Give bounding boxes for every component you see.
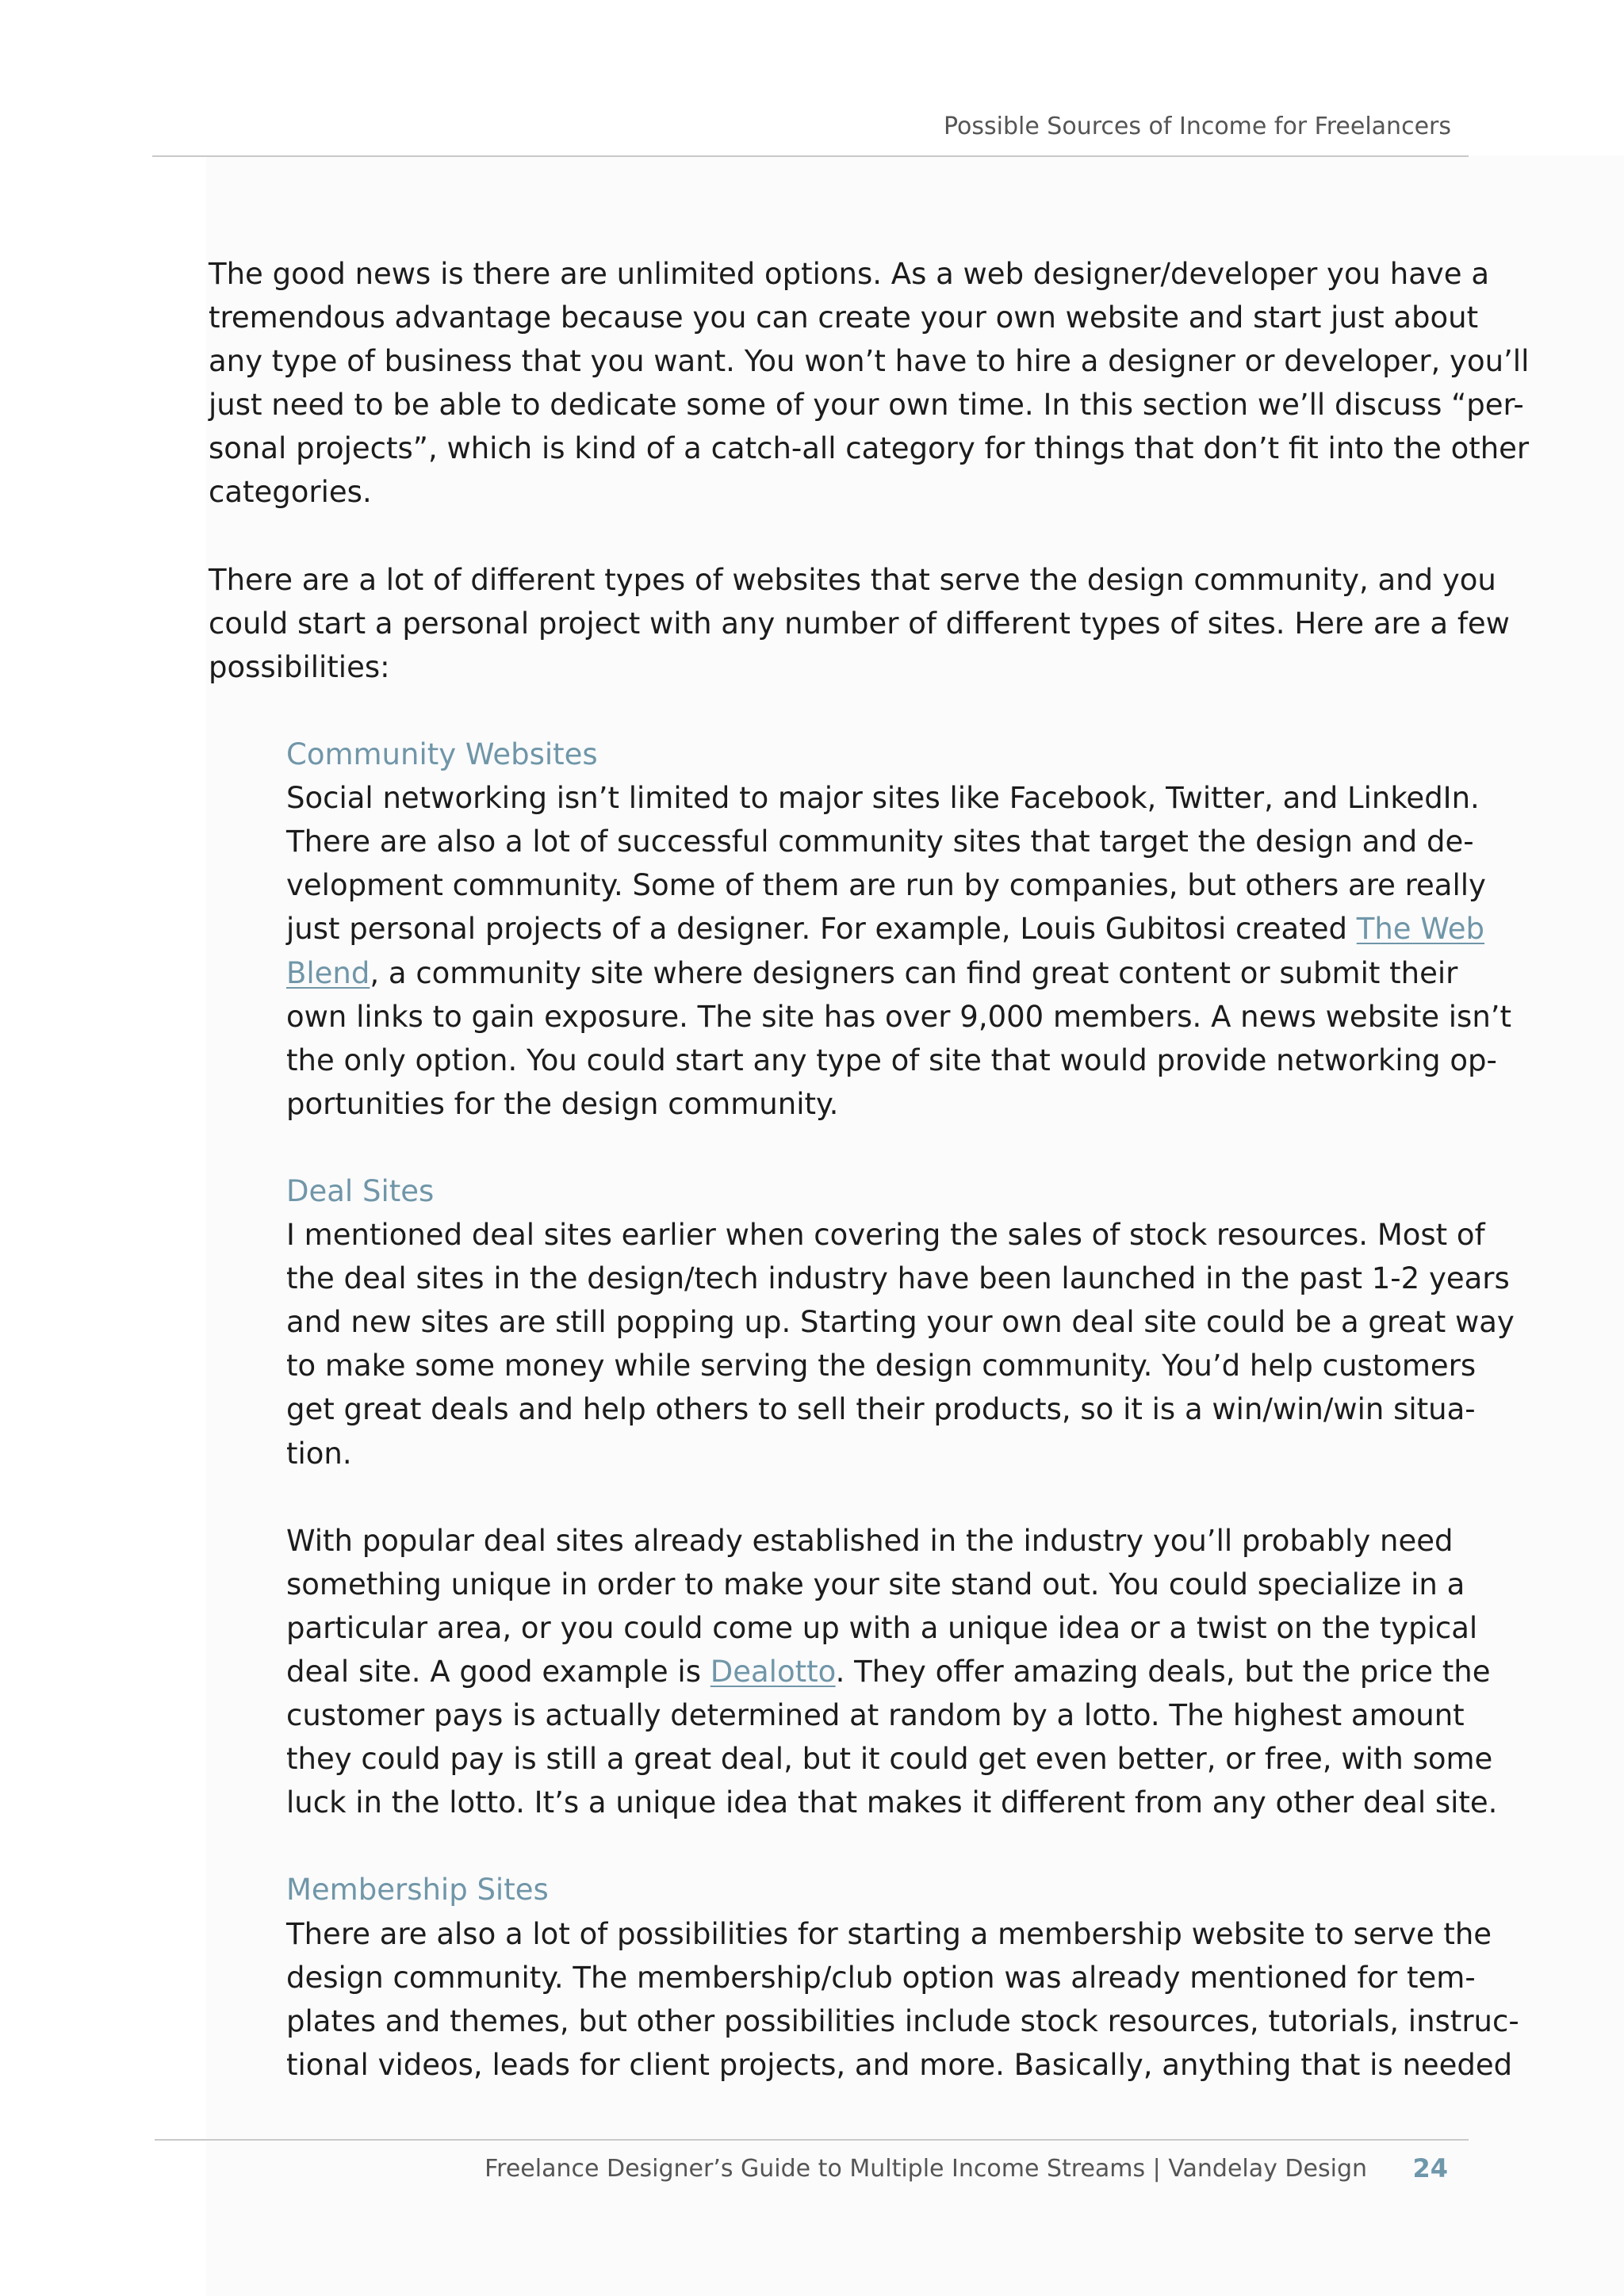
text-line: luck in the lotto. It’s a unique idea that makes it different from any other deal site. [286,1785,1498,1820]
running-footer [155,2139,1469,2188]
text-line: design community. The membership/club option was already mentioned for tem- [286,1960,1476,1995]
text-line: tion. [286,1436,352,1471]
section-heading: Deal Sites [286,1173,435,1208]
text-line: something unique in order to make your site stand out. You could specialize in a [286,1567,1465,1601]
text-line: tremendous advantage because you can create your own website and start just about [209,300,1479,335]
the-web-blend-link[interactable]: The Web [1356,912,1484,947]
text-line: particular area, or you could come up with a unique idea or a twist on the typical [286,1610,1478,1645]
section-deal-sites [286,1169,1515,1475]
text-line: With popular deal sites already established in the industry you’ll probably need [286,1523,1454,1558]
text-line [286,907,1484,951]
text-span: just personal projects of a designer. For example, Louis Gubitosi created [286,912,1357,947]
text-line: plates and themes, but other possibilities include stock resources, tutorials, instruc- [286,2003,1519,2038]
page-number: 24 [1412,2153,1448,2183]
text-line: any type of business that you want. You won’t have to hire a designer or developer, you’ll [209,344,1530,379]
text-line: to make some money while serving the design community. You’d help customers [286,1349,1477,1383]
text-line: There are a lot of different types of websites that serve the design community, and you [209,562,1496,597]
text-line: they could pay is still a great deal, but it could get even better, or free, with some [286,1742,1493,1777]
intro-paragraph-2 [209,558,1510,689]
text-line: could start a personal project with any number of different types of sites. Here are a few [209,606,1510,641]
footer-book-title: Freelance Designer’s Guide to Multiple Income Streams | Vandelay Design [485,2155,1367,2183]
text-line [286,951,1458,995]
dealotto-link[interactable]: Dealotto [710,1655,836,1689]
text-line: portunities for the design community. [286,1086,839,1121]
text-line: sonal projects”, which is kind of a catch-all category for things that don’t fit into the other [209,431,1530,466]
text-span: deal site. A good example is [286,1655,710,1689]
section-heading: Membership Sites [286,1873,549,1908]
text-line: own links to gain exposure. The site has over 9,000 members. A news website isn’t [286,999,1512,1034]
text-line: get great deals and help others to sell their products, so it is a win/win/win situa- [286,1392,1476,1427]
text-span: . They offer amazing deals, but the price the [835,1655,1491,1689]
text-line [286,1650,1491,1693]
section-membership-sites [286,1868,1519,2086]
text-line: I mentioned deal sites earlier when covering the sales of stock resources. Most of [286,1218,1485,1253]
running-header-title: Possible Sources of Income for Freelancers [943,113,1451,140]
text-line: and new sites are still popping up. Starting your own deal site could be a great way [286,1305,1515,1340]
text-line: There are also a lot of possibilities for starting a membership website to serve the [286,1916,1492,1951]
the-web-blend-link-continued[interactable]: Blend [286,955,370,990]
text-line: Social networking isn’t limited to major sites like Facebook, Twitter, and LinkedIn. [286,781,1480,816]
text-line: There are also a lot of successful community sites that target the design and de- [286,825,1474,859]
text-span: , a community site where designers can find great content or submit their [370,955,1458,990]
text-line: tional videos, leads for client projects, and more. Basically, anything that is needed [286,2047,1513,2082]
text-line: customer pays is actually determined at random by a lotto. The highest amount [286,1698,1465,1733]
page-content [209,252,1530,2130]
running-header [152,109,1469,157]
text-line: just need to be able to dedicate some of your own time. In this section we’ll discuss “per- [209,388,1524,423]
text-line: The good news is there are unlimited options. As a web designer/developer you have a [209,257,1490,291]
text-line: the only option. You could start any type of site that would provide networking op- [286,1043,1497,1077]
section-community-websites [286,733,1512,1126]
text-line: velopment community. Some of them are run by companies, but others are really [286,868,1486,903]
text-line: categories. [209,475,372,510]
text-line: the deal sites in the design/tech industry have been launched in the past 1-2 years [286,1261,1510,1296]
deal-sites-paragraph-2 [286,1519,1498,1825]
text-line: possibilities: [209,649,390,684]
section-heading: Community Websites [286,737,598,772]
intro-paragraph-1 [209,252,1530,515]
